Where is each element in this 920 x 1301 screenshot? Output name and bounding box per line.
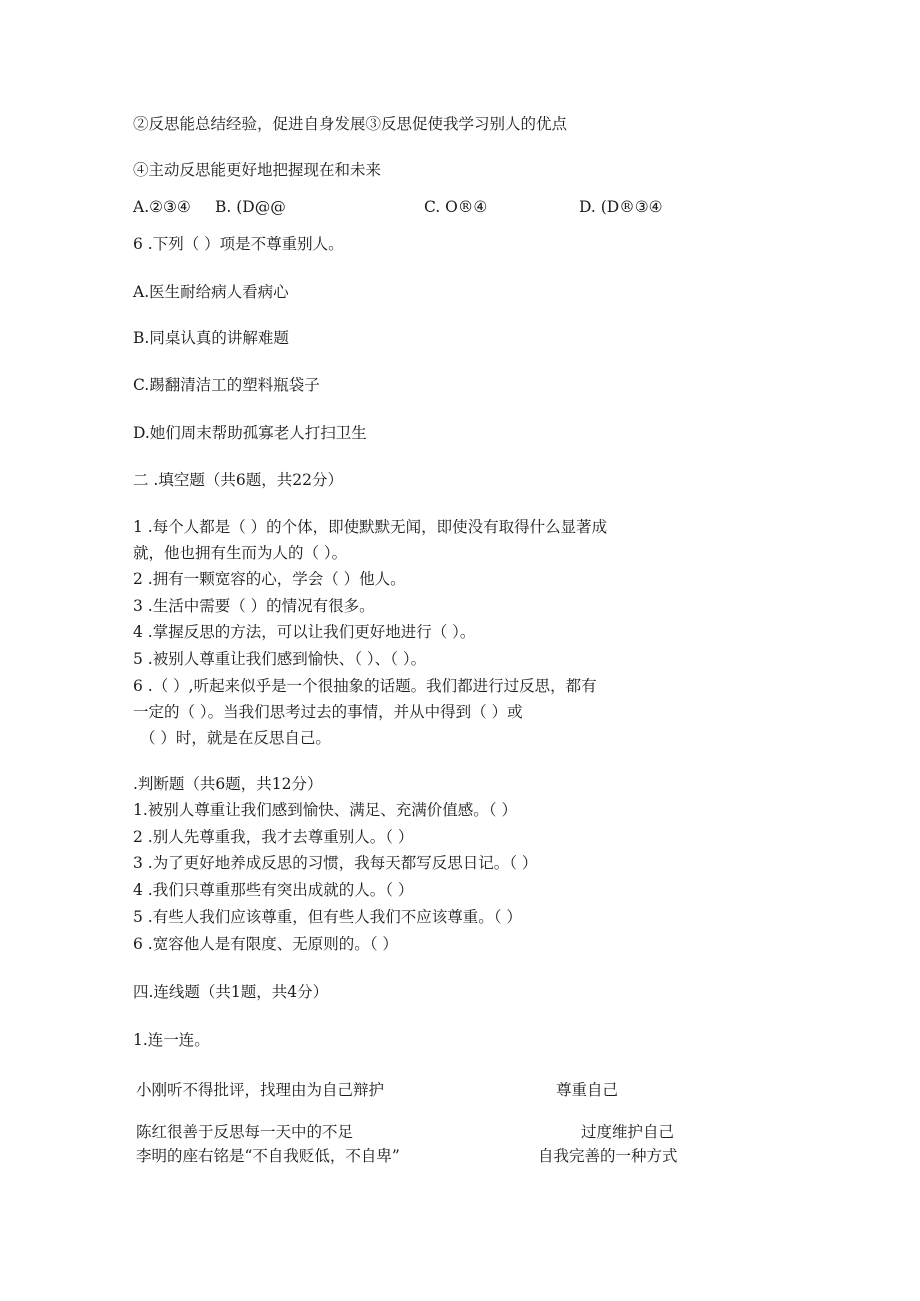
section2-title: 二 .填空题（共6题，共22分） [133, 471, 343, 489]
match-question: 1.连一连。 [133, 1031, 210, 1049]
fill-item: 2 .拥有一颗宽容的心，学会（ ）他人。 [133, 570, 406, 588]
judge-item: 4 .我们只尊重那些有突出成就的人。（ ） [133, 881, 414, 899]
q6-option-d: D.她们周末帮助孤寡老人打扫卫生 [133, 424, 367, 442]
match-left-item: 小刚听不得批评，找理由为自己辩护 [136, 1081, 385, 1099]
match-right-item: 过度维护自己 [581, 1123, 675, 1141]
fill-item: 5 .被别人尊重让我们感到愉快、（ ）、（ ）。 [133, 650, 427, 668]
match-right-item: 自我完善的一种方式 [538, 1147, 678, 1165]
q6-option-a: A.医生耐给病人看病心 [133, 283, 289, 301]
q5-choice-b: B. (D@@ [215, 198, 286, 216]
judge-item: 6 .宽容他人是有限度、无原则的。（ ） [133, 935, 398, 953]
q5-statement-line1: ②反思能总结经验，促进自身发展③反思促使我学习别人的优点 [133, 115, 568, 133]
judge-item: 3 .为了更好地养成反思的习惯，我每天都写反思日记。（ ） [133, 854, 538, 872]
fill-item: 4 .掌握反思的方法，可以让我们更好地进行（ ）。 [133, 623, 476, 641]
match-right-item: 尊重自己 [556, 1081, 619, 1099]
section4-title: 四.连线题（共1题，共4分） [133, 983, 329, 1001]
judge-item: 2 .别人先尊重我，我才去尊重别人。（ ） [133, 828, 414, 846]
q6-option-b: B.同桌认真的讲解难题 [133, 329, 289, 347]
fill-item: 6 .（ ）,听起来似乎是一个很抽象的话题。我们都进行过反思，都有 [133, 677, 597, 695]
match-left-item: 陈红很善于反思每一天中的不足 [136, 1123, 354, 1141]
fill-item: 1 .每个人都是（ ）的个体，即使默默无闻，即使没有取得什么显著成 [133, 518, 608, 536]
q6-option-c: C.踢翻清洁工的塑料瓶袋子 [133, 376, 320, 394]
section3-title: .判断题（共6题，共12分） [133, 775, 323, 793]
fill-item: 3 .生活中需要（ ）的情况有很多。 [133, 597, 375, 615]
q6-stem: 6 .下列（ ）项是不尊重别人。 [133, 235, 344, 253]
q5-statement-line2: ④主动反思能更好地把握现在和未来 [133, 161, 382, 179]
match-left-item: 李明的座右铭是“不自我贬低，不自卑” [136, 1147, 400, 1165]
q5-choice-d: D. (D®③④ [579, 198, 663, 216]
fill-item: （ ）时，就是在反思自己。 [140, 729, 331, 747]
judge-item: 5 .有些人我们应该尊重，但有些人我们不应该尊重。（ ） [133, 908, 522, 926]
judge-item: 1.被别人尊重让我们感到愉快、满足、充满价值感。（ ） [133, 801, 517, 819]
fill-item: 就，他也拥有生而为人的（ ）。 [133, 544, 348, 562]
fill-item: 一定的（ ）。当我们思考过去的事情，并从中得到（ ）或 [133, 703, 523, 721]
q5-choice-a: A.②③④ [133, 198, 191, 216]
q5-choice-c: C. O®④ [424, 198, 488, 216]
